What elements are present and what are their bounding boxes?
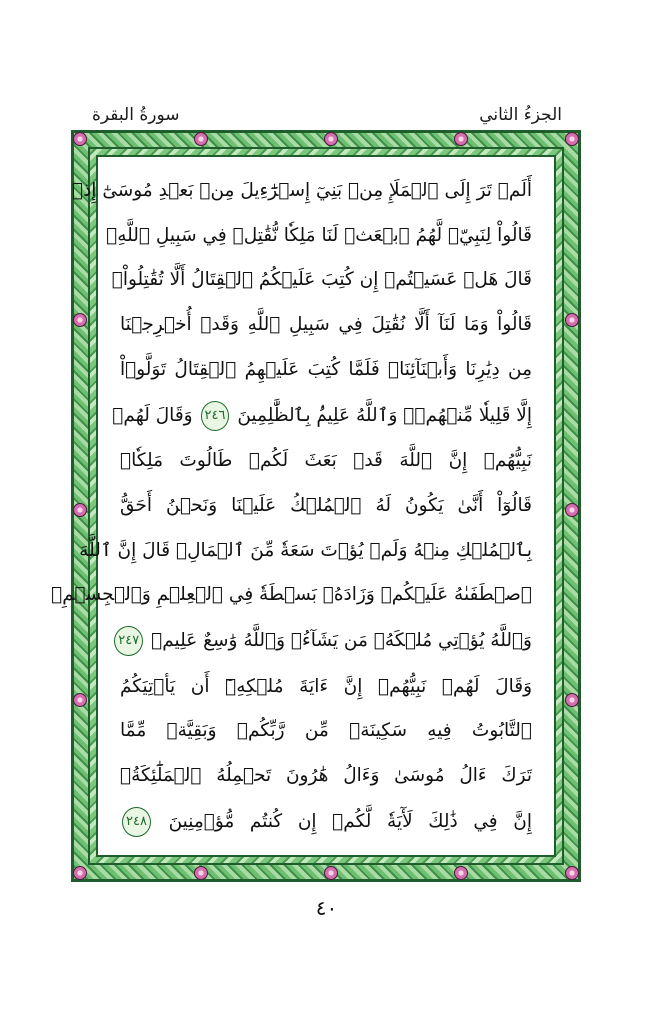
ayah-number-marker: ٢٤٦ bbox=[201, 401, 230, 431]
ayah-number-marker: ٢٤٨ bbox=[122, 807, 151, 837]
page-header bbox=[92, 100, 562, 130]
flower-ornament-icon bbox=[324, 866, 338, 880]
text-line: وَٱللَّهُ يُؤۡتِي مُلۡكَهُۥ مَن يَشَآءُۚ وَٱللَّهُ وَٰسِعٌ عَلِيمٞ ٢٤٧ bbox=[120, 626, 532, 656]
text-line: ٱلتَّابُوتُ فِيهِ سَكِينَةٞ مِّن رَّبِّكُمۡ وَبَقِيَّةٞ مِّمَّا bbox=[120, 720, 532, 742]
text-line: قَالُوٓاْ أَنَّىٰ يَكُونُ لَهُ ٱلۡمُلۡكُ عَلَيۡنَا وَنَحۡنُ أَحَقُّ bbox=[120, 494, 532, 516]
text-line: مِن دِيَٰرِنَا وَأَبۡنَآئِنَاۖ فَلَمَّا كُتِبَ عَلَيۡهِمُ ٱلۡقِتَالُ تَوَلَّوۡاْ bbox=[120, 358, 532, 380]
text-panel bbox=[51, 155, 556, 857]
flower-ornament-icon bbox=[73, 313, 87, 327]
flower-ornament-icon bbox=[565, 866, 579, 880]
text-line: قَالُواْ وَمَا لَنَآ أَلَّا نُقَٰتِلَ فِي سَبِيلِ ٱللَّهِ وَقَدۡ أُخۡرِجۡنَا bbox=[120, 314, 532, 336]
text-line: نَبِيُّهُمۡ إِنَّ ٱللَّهَ قَدۡ بَعَثَ لَكُمۡ طَالُوتَ مَلِكٗاۚ bbox=[120, 450, 532, 472]
flower-ornament-icon bbox=[324, 132, 338, 146]
flower-ornament-icon bbox=[565, 132, 579, 146]
juz-name: الجزءُ الثاني bbox=[479, 105, 562, 125]
text-line: إِلَّا قَلِيلٗا مِّنۡهُمۡۚ وَٱللَّهُ عَلِيمُۢ بِٱلظَّٰلِمِينَ ٢٤٦ وَقَالَ لَهُمۡ bbox=[120, 401, 532, 431]
text-line: تَرَكَ ءَالُ مُوسَىٰ وَءَالُ هَٰرُونَ تَحۡمِلُهُ ٱلۡمَلَٰٓئِكَةُۚ bbox=[120, 765, 532, 787]
flower-ornament-icon bbox=[454, 132, 468, 146]
text-line: إِنَّ فِي ذَٰلِكَ لَأٓيَةٗ لَّكُمۡ إِن كُنتُم مُّؤۡمِنِينَ ٢٤٨ bbox=[120, 807, 532, 837]
quran-text bbox=[51, 157, 554, 855]
flower-ornament-icon bbox=[454, 866, 468, 880]
ayah-number-marker: ٢٤٧ bbox=[114, 626, 143, 656]
flower-ornament-icon bbox=[73, 866, 87, 880]
flower-ornament-icon bbox=[194, 866, 208, 880]
text-line: قَالُواْ لِنَبِيّٖ لَّهُمُ ٱبۡعَثۡ لَنَا مَلِكٗا نُّقَٰتِلۡ فِي سَبِيلِ ٱللَّهِۖ bbox=[106, 224, 532, 246]
surah-name: سورةُ البقرة bbox=[92, 105, 180, 125]
text-line: وَقَالَ لَهُمۡ نَبِيُّهُمۡ إِنَّ ءَايَةَ مُلۡكِهِۦٓ أَن يَأۡتِيَكُمُ bbox=[120, 675, 532, 697]
frame-band bbox=[51, 147, 564, 865]
flower-ornament-icon bbox=[565, 313, 579, 327]
flower-ornament-icon bbox=[565, 503, 579, 517]
flower-ornament-icon bbox=[194, 132, 208, 146]
flower-ornament-icon bbox=[73, 132, 87, 146]
text-line: قَالَ هَلۡ عَسَيۡتُمۡ إِن كُتِبَ عَلَيۡكُمُ ٱلۡقِتَالُ أَلَّا تُقَٰتِلُواْۖ bbox=[111, 269, 532, 291]
flower-ornament-icon bbox=[73, 693, 87, 707]
page-number: ٤٠ bbox=[315, 896, 338, 920]
flower-ornament-icon bbox=[73, 503, 87, 517]
text-line: بِٱلۡمُلۡكِ مِنۡهُ وَلَمۡ يُؤۡتَ سَعَةٗ مِّنَ ٱلۡمَالِۚ قَالَ إِنَّ ٱللَّهَ bbox=[79, 539, 532, 561]
ornamental-frame bbox=[51, 130, 581, 882]
text-line: أَلَمۡ تَرَ إِلَى ٱلۡمَلَإِ مِنۢ بَنِيٓ إِسۡرَٰٓءِيلَ مِنۢ بَعۡدِ مُوسَىٰٓ إِذۡ bbox=[71, 180, 532, 201]
flower-ornament-icon bbox=[565, 693, 579, 707]
text-line: ٱصۡطَفَىٰهُ عَلَيۡكُمۡ وَزَادَهُۥ بَسۡطَةٗ فِي ٱلۡعِلۡمِ وَٱلۡجِسۡمِۖ bbox=[51, 584, 532, 606]
